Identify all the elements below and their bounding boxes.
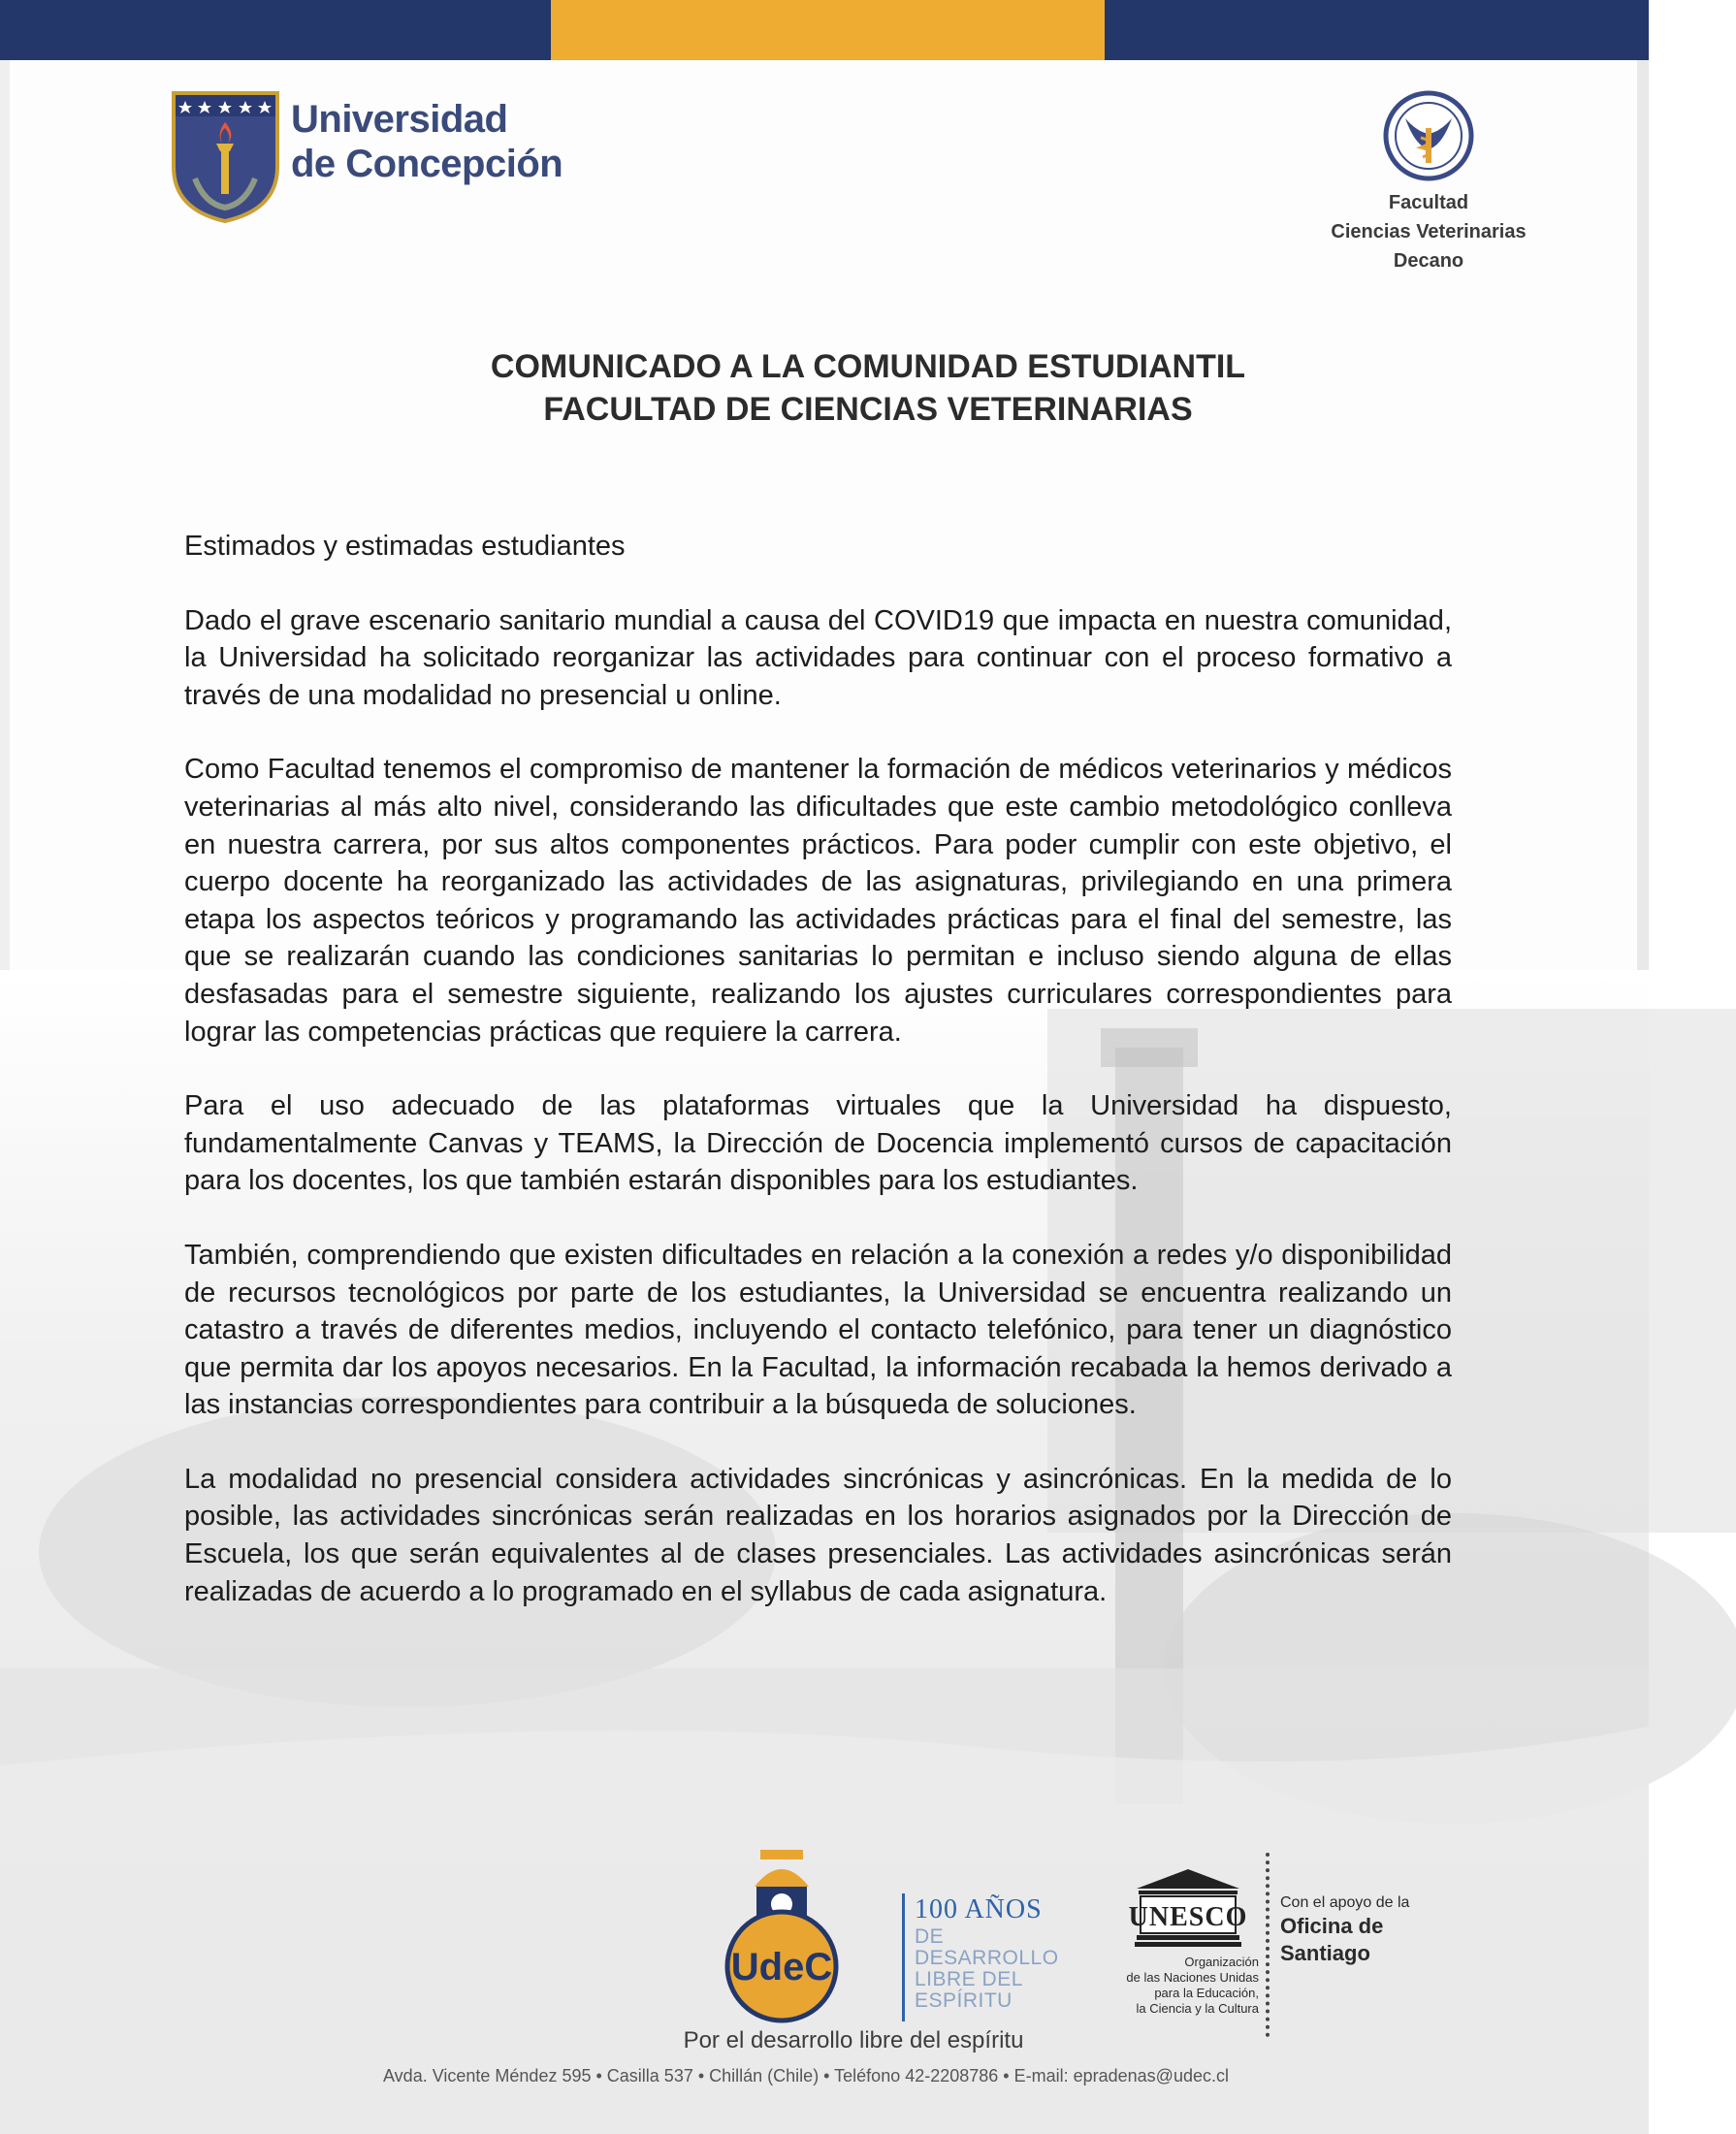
band-segment-gold xyxy=(551,0,1105,60)
title-line1: COMUNICADO A LA COMUNIDAD ESTUDIANTIL xyxy=(490,348,1246,385)
faculty-line1: Facultad xyxy=(1388,192,1469,213)
centenary-line1: DE xyxy=(915,1925,945,1948)
paragraph-4: También, comprendiendo que existen dificultades en relación a la conexión a redes y/o disponibilidad de recursos tecnológicos por parte de los estudiantes, la Universidad se encuentra realizando un catastro a través de diferentes medios, incluyendo el contacto telefónico, para tener un diagnóstico que permita dar los apoyos necesarios. En la Facultad, la información recabada la hemos derivado a las instancias correspondientes para contribuir a la búsqueda de soluciones. xyxy=(184,1239,1452,1421)
unesco-temple-icon xyxy=(1128,1867,1248,1947)
unesco-logo-text: UNESCO xyxy=(1128,1902,1248,1932)
dotted-divider xyxy=(1266,1853,1270,2037)
salutation: Estimados y estimadas estudiantes xyxy=(184,531,626,562)
unesco-line2: de las Naciones Unidas xyxy=(1126,1970,1259,1985)
paragraph-1: Dado el grave escenario sanitario mundial a causa del COVID19 que impacta en nuestra comunidad, la Universidad ha solicitado reorganizar las actividades para continuar con el proceso formativo a través de una modalidad no presencial u online. xyxy=(184,604,1452,711)
document-body xyxy=(184,528,1452,1647)
centenary-tagline xyxy=(902,1893,1059,2021)
support-label: Con el apoyo de la xyxy=(1280,1894,1410,1911)
unesco-line1: Organización xyxy=(1184,1955,1259,1969)
udec-centenary-logo xyxy=(704,1848,859,2022)
footer-address: Avda. Vicente Méndez 595 • Casilla 537 • Chillán (Chile) • Teléfono 42-2208786 • E-mail: epradenas@udec.cl xyxy=(383,2066,1229,2086)
support-office-line2: Santiago xyxy=(1280,1941,1370,1965)
support-office-name xyxy=(1280,1913,1409,1967)
centenary-line2: DESARROLLO xyxy=(915,1947,1059,1969)
paragraph-2: Como Facultad tenemos el compromiso de mantener la formación de médicos veterinarios y médicos veterinarias al más alto nivel, considerando las dificultades que este cambio metodológico conlleva en nuestra carrera, por sus altos componentes prácticos. Para poder cumplir con este objetivo, el cuerpo docente ha reorganizado las actividades de las asignaturas, privilegiando en una primera etapa los aspectos teóricos y programando las actividades prácticas para el final del semestre, las que se realizarán cuando las condiciones sanitarias lo permitan e incluso siendo alguna de ellas desfasadas para el semestre siguiente, realizando los ajustes curriculares correspondientes para lograr las competencias prácticas que requiere la carrera. xyxy=(184,754,1452,1048)
document-title xyxy=(0,345,1736,431)
paragraph-3: Para el uso adecuado de las plataformas virtuales que la Universidad ha dispuesto, fundamentalmente Canvas y TEAMS, la Dirección de Docencia implementó cursos de capacitación para los docentes, los que también estarán disponibles para los estudiantes. xyxy=(184,1090,1452,1197)
faculty-header xyxy=(1317,89,1540,275)
paragraph-5: La modalidad no presencial considera actividades sincrónicas y asincrónicas. En la medida de lo posible, las actividades sincrónicas serán realizadas en los horarios asignados por la Dirección de Escuela, los que serán equivalentes al de clases presenciales. Las actividades asincrónicas serán realizadas de acuerdo a lo programado en el syllabus de cada asignatura. xyxy=(184,1463,1452,1607)
university-name-line2: de Concepción xyxy=(291,143,563,185)
support-office xyxy=(1280,1893,1409,1967)
centenary-subtext xyxy=(915,1926,1059,2012)
university-shield-icon xyxy=(170,89,281,225)
faculty-line3: Decano xyxy=(1393,250,1464,272)
university-logo xyxy=(170,89,563,225)
band-segment-navy-left xyxy=(0,0,551,60)
unesco-caption xyxy=(1084,1955,1259,2017)
university-name-line1: Universidad xyxy=(291,98,508,141)
centenary-years: 100 AÑOS xyxy=(915,1894,1043,1924)
unesco-logo-block xyxy=(1084,1867,1259,2017)
support-office-line1: Oficina de xyxy=(1280,1914,1384,1938)
unesco-line4: la Ciencia y la Cultura xyxy=(1136,2001,1259,2016)
centenary-line3: LIBRE DEL xyxy=(915,1968,1023,1990)
band-segment-navy-right xyxy=(1105,0,1649,60)
unesco-line3: para la Educación, xyxy=(1154,1986,1259,2000)
university-name xyxy=(291,97,563,186)
faculty-text xyxy=(1317,188,1540,275)
title-line2: FACULTAD DE CIENCIAS VETERINARIAS xyxy=(543,391,1193,428)
footer-slogan: Por el desarrollo libre del espíritu xyxy=(683,2027,1024,2053)
faculty-emblem-icon xyxy=(1382,89,1475,182)
faculty-line2: Ciencias Veterinarias xyxy=(1331,221,1527,242)
top-color-band xyxy=(0,0,1649,60)
udec-logo-text: UdeC xyxy=(730,1946,833,1988)
centenary-line4: ESPÍRITU xyxy=(915,1989,1013,2012)
